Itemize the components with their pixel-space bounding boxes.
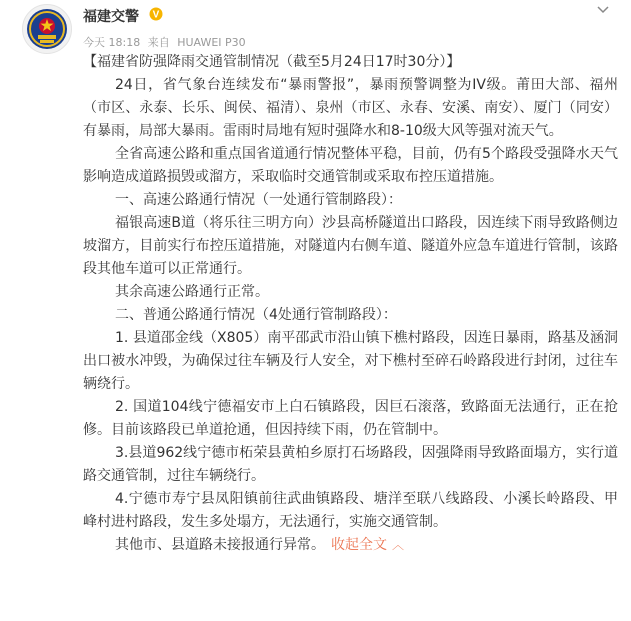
author-name[interactable]: 福建交警 [83,9,139,25]
paragraph-road-3: 3.县道962线宁德市柘荣县黄柏乡原打石场路段，因强降雨导致路面塌方，实行道路交通管制，过往车辆绕行。 [83,445,618,484]
verified-badge-icon [149,7,163,21]
collapse-button[interactable] [331,537,404,553]
post-source-device[interactable]: HUAWEI P30 [177,36,246,49]
post-title: 【福建省防强降雨交通管制情况（截至5月24日17时30分）】 [83,54,461,70]
chevron-up-icon: ︿ [392,538,405,552]
paragraph-road-2: 2. 国道104线宁德福安市上白石镇路段，因巨石滚落，致路面无法通行，正在抢修。目前该路段已单道抢通，但因持续下雨，仍在管制中。 [83,399,618,438]
paragraph-weather: 24日，省气象台连续发布“暴雨警报”，暴雨预警调整为IV级。莆田大部、福州（市区、永泰、长乐、闽侯、福清）、泉州（市区、永春、安溪、南安）、厦门（同安）有暴雨，局部大暴雨。雷雨时局地有短时强降水和8-10级大风等强对流天气。 [83,77,618,139]
chevron-down-icon[interactable] [595,3,611,17]
post-time[interactable]: 今天 18:18 [83,36,141,49]
collapse-label: 收起全文 [331,537,387,553]
post-source-prefix: 来自 [147,36,170,49]
heading-highway: 一、高速公路通行情况（一处通行管制路段）： [115,192,402,208]
paragraph-other [83,534,618,557]
police-emblem-icon [23,5,71,53]
paragraph-other-text: 其他市、县道路未接报通行异常。 [115,537,325,553]
paragraph-road-1: 1. 县道邵金线（X805）南平邵武市沿山镇下樵村路段，因连日暴雨，路基及涵洞出口被水冲毁，为确保过往车辆及行人安全，对下樵村至碎石岭路段进行封闭，过往车辆绕行。 [83,330,618,392]
post-content [83,51,618,557]
svg-text:V: V [152,9,160,21]
paragraph-overview: 全省高速公路和重点国省道通行情况整体平稳，目前，仍有5个路段受强降水天气影响造成道路损毁或溜方，采取临时交通管制或采取布控压道措施。 [83,146,618,185]
avatar[interactable] [22,4,72,54]
post-meta [83,34,250,50]
paragraph-road-4: 4.宁德市寿宁县凤阳镇前往武曲镇路段、塘洋至联八线路段、小溪长岭路段、甲峰村进村路段，发生多处塌方，无法通行，实施交通管制。 [83,491,618,530]
paragraph-highway-normal: 其余高速公路通行正常。 [115,284,269,300]
heading-ordinary-roads: 二、普通公路通行情况（4处通行管制路段）： [115,307,397,323]
paragraph-highway-detail: 福银高速B道（将乐往三明方向）沙县高桥隧道出口路段，因连续下雨导致路侧边坡溜方，目前实行布控压道措施，对隧道内右侧车道、隧道外应急车道进行管制，该路段其他车道可以正常通行。 [83,215,618,277]
